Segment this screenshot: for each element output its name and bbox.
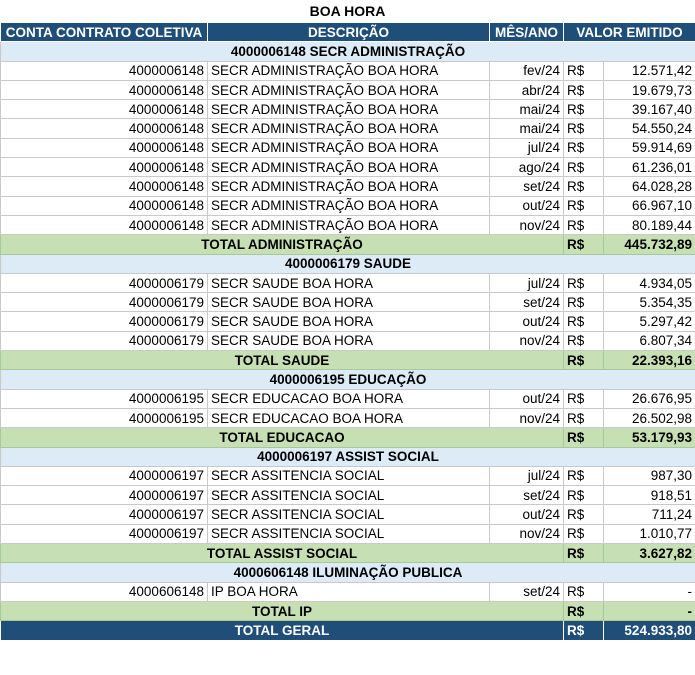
descricao-cell: SECR SAUDE BOA HORA (208, 312, 490, 331)
valor-cell: 918,51 (604, 486, 695, 505)
currency-cell: R$ (564, 408, 604, 427)
valor-cell: 59.914,69 (604, 138, 695, 157)
conta-cell: 4000006195 (1, 389, 208, 408)
currency-cell: R$ (564, 119, 604, 138)
billing-table (0, 22, 695, 641)
descricao-cell: SECR ASSITENCIA SOCIAL (208, 466, 490, 485)
section-total-row (1, 235, 695, 254)
currency-cell: R$ (564, 293, 604, 312)
currency-cell: R$ (564, 466, 604, 485)
section-total-value: 22.393,16 (604, 351, 695, 370)
section-total-label: TOTAL EDUCACAO (1, 428, 564, 447)
conta-cell: 4000006148 (1, 158, 208, 177)
table-row (1, 331, 695, 350)
mes-cell: nov/24 (490, 215, 564, 234)
section-total-value: 53.179,93 (604, 428, 695, 447)
conta-cell: 4000006148 (1, 80, 208, 99)
section-total-label: TOTAL ASSIST SOCIAL (1, 544, 564, 563)
valor-cell: 26.502,98 (604, 408, 695, 427)
mes-cell: set/24 (490, 177, 564, 196)
mes-cell: jul/24 (490, 273, 564, 292)
conta-cell: 4000006148 (1, 138, 208, 157)
descricao-cell: SECR ASSITENCIA SOCIAL (208, 505, 490, 524)
mes-cell: mai/24 (490, 119, 564, 138)
descricao-cell: SECR ASSITENCIA SOCIAL (208, 486, 490, 505)
section-heading-row (1, 563, 695, 582)
section-heading-row (1, 447, 695, 466)
conta-cell: 4000006148 (1, 215, 208, 234)
currency-cell: R$ (564, 215, 604, 234)
table-row (1, 293, 695, 312)
mes-cell: ago/24 (490, 158, 564, 177)
mes-cell: nov/24 (490, 331, 564, 350)
conta-cell: 4000006179 (1, 293, 208, 312)
currency-cell: R$ (564, 486, 604, 505)
table-row (1, 408, 695, 427)
valor-cell: 61.236,01 (604, 158, 695, 177)
table-row (1, 177, 695, 196)
mes-cell: set/24 (490, 486, 564, 505)
currency-cell: R$ (564, 177, 604, 196)
descricao-cell: IP BOA HORA (208, 582, 490, 601)
grand-total-row (1, 621, 695, 640)
currency-cell: R$ (564, 601, 604, 620)
section-total-label: TOTAL IP (1, 601, 564, 620)
table-row (1, 486, 695, 505)
table-row (1, 80, 695, 99)
descricao-cell: SECR ADMINISTRAÇÃO BOA HORA (208, 196, 490, 215)
descricao-cell: SECR EDUCACAO BOA HORA (208, 389, 490, 408)
valor-cell: 1.010,77 (604, 524, 695, 543)
conta-cell: 4000006179 (1, 331, 208, 350)
descricao-cell: SECR ADMINISTRAÇÃO BOA HORA (208, 61, 490, 80)
table-row (1, 389, 695, 408)
mes-cell: out/24 (490, 312, 564, 331)
descricao-cell: SECR ASSITENCIA SOCIAL (208, 524, 490, 543)
section-heading: 4000006195 EDUCAÇÃO (1, 370, 695, 389)
section-total-row (1, 544, 695, 563)
mes-cell: nov/24 (490, 408, 564, 427)
section-total-value: 445.732,89 (604, 235, 695, 254)
conta-cell: 4000006197 (1, 486, 208, 505)
section-heading: 4000606148 ILUMINAÇÃO PUBLICA (1, 563, 695, 582)
valor-cell: 19.679,73 (604, 80, 695, 99)
section-total-row (1, 428, 695, 447)
valor-cell: 26.676,95 (604, 389, 695, 408)
valor-cell: 4.934,05 (604, 273, 695, 292)
table-header-row (1, 23, 695, 42)
currency-cell: R$ (564, 505, 604, 524)
conta-cell: 4000606148 (1, 582, 208, 601)
currency-cell: R$ (564, 235, 604, 254)
section-heading-row (1, 370, 695, 389)
descricao-cell: SECR ADMINISTRAÇÃO BOA HORA (208, 215, 490, 234)
table-row (1, 466, 695, 485)
currency-cell: R$ (564, 428, 604, 447)
currency-cell: R$ (564, 158, 604, 177)
table-row (1, 215, 695, 234)
valor-cell: 54.550,24 (604, 119, 695, 138)
table-row (1, 273, 695, 292)
descricao-cell: SECR ADMINISTRAÇÃO BOA HORA (208, 158, 490, 177)
currency-cell: R$ (564, 138, 604, 157)
section-total-row (1, 351, 695, 370)
table-row (1, 119, 695, 138)
table-row (1, 61, 695, 80)
valor-cell: 39.167,40 (604, 100, 695, 119)
currency-cell: R$ (564, 100, 604, 119)
header-descricao: DESCRIÇÃO (208, 23, 490, 42)
mes-cell: set/24 (490, 293, 564, 312)
currency-cell: R$ (564, 582, 604, 601)
conta-cell: 4000006197 (1, 524, 208, 543)
section-heading: 4000006197 ASSIST SOCIAL (1, 447, 695, 466)
grand-total-label: TOTAL GERAL (1, 621, 564, 640)
currency-cell: R$ (564, 80, 604, 99)
table-row (1, 505, 695, 524)
section-total-label: TOTAL SAUDE (1, 351, 564, 370)
currency-cell: R$ (564, 524, 604, 543)
descricao-cell: SECR SAUDE BOA HORA (208, 331, 490, 350)
valor-cell: - (604, 582, 695, 601)
descricao-cell: SECR ADMINISTRAÇÃO BOA HORA (208, 100, 490, 119)
conta-cell: 4000006197 (1, 505, 208, 524)
mes-cell: jul/24 (490, 138, 564, 157)
table-row (1, 196, 695, 215)
table-row (1, 524, 695, 543)
table-row (1, 312, 695, 331)
valor-cell: 66.967,10 (604, 196, 695, 215)
conta-cell: 4000006195 (1, 408, 208, 427)
section-total-label: TOTAL ADMINISTRAÇÃO (1, 235, 564, 254)
header-valor: VALOR EMITIDO (564, 23, 695, 42)
mes-cell: out/24 (490, 389, 564, 408)
currency-cell: R$ (564, 312, 604, 331)
table-row (1, 138, 695, 157)
conta-cell: 4000006148 (1, 119, 208, 138)
valor-cell: 6.807,34 (604, 331, 695, 350)
report-title: BOA HORA (309, 3, 386, 19)
section-total-value: 3.627,82 (604, 544, 695, 563)
conta-cell: 4000006148 (1, 177, 208, 196)
mes-cell: out/24 (490, 196, 564, 215)
currency-cell: R$ (564, 273, 604, 292)
section-heading-row (1, 42, 695, 61)
table-row (1, 158, 695, 177)
conta-cell: 4000006179 (1, 312, 208, 331)
conta-cell: 4000006179 (1, 273, 208, 292)
currency-cell: R$ (564, 331, 604, 350)
valor-cell: 80.189,44 (604, 215, 695, 234)
descricao-cell: SECR ADMINISTRAÇÃO BOA HORA (208, 80, 490, 99)
descricao-cell: SECR EDUCACAO BOA HORA (208, 408, 490, 427)
descricao-cell: SECR ADMINISTRAÇÃO BOA HORA (208, 138, 490, 157)
section-heading: 4000006148 SECR ADMINISTRAÇÃO (1, 42, 695, 61)
mes-cell: mai/24 (490, 100, 564, 119)
currency-cell: R$ (564, 389, 604, 408)
conta-cell: 4000006148 (1, 196, 208, 215)
mes-cell: set/24 (490, 582, 564, 601)
section-total-value: - (604, 601, 695, 620)
valor-cell: 5.297,42 (604, 312, 695, 331)
valor-cell: 711,24 (604, 505, 695, 524)
mes-cell: out/24 (490, 505, 564, 524)
valor-cell: 987,30 (604, 466, 695, 485)
currency-cell: R$ (564, 196, 604, 215)
grand-total-value: 524.933,80 (604, 621, 695, 640)
conta-cell: 4000006148 (1, 100, 208, 119)
conta-cell: 4000006148 (1, 61, 208, 80)
conta-cell: 4000006197 (1, 466, 208, 485)
valor-cell: 64.028,28 (604, 177, 695, 196)
currency-cell: R$ (564, 544, 604, 563)
mes-cell: jul/24 (490, 466, 564, 485)
currency-cell: R$ (564, 351, 604, 370)
header-mes: MÊS/ANO (490, 23, 564, 42)
section-heading: 4000006179 SAUDE (1, 254, 695, 273)
currency-cell: R$ (564, 61, 604, 80)
table-row (1, 100, 695, 119)
table-row (1, 582, 695, 601)
header-conta: CONTA CONTRATO COLETIVA (1, 23, 208, 42)
mes-cell: fev/24 (490, 61, 564, 80)
valor-cell: 5.354,35 (604, 293, 695, 312)
descricao-cell: SECR SAUDE BOA HORA (208, 293, 490, 312)
mes-cell: nov/24 (490, 524, 564, 543)
section-total-row (1, 601, 695, 620)
descricao-cell: SECR SAUDE BOA HORA (208, 273, 490, 292)
currency-cell: R$ (564, 621, 604, 640)
descricao-cell: SECR ADMINISTRAÇÃO BOA HORA (208, 177, 490, 196)
mes-cell: abr/24 (490, 80, 564, 99)
valor-cell: 12.571,42 (604, 61, 695, 80)
descricao-cell: SECR ADMINISTRAÇÃO BOA HORA (208, 119, 490, 138)
billing-table-body (1, 23, 695, 641)
section-heading-row (1, 254, 695, 273)
